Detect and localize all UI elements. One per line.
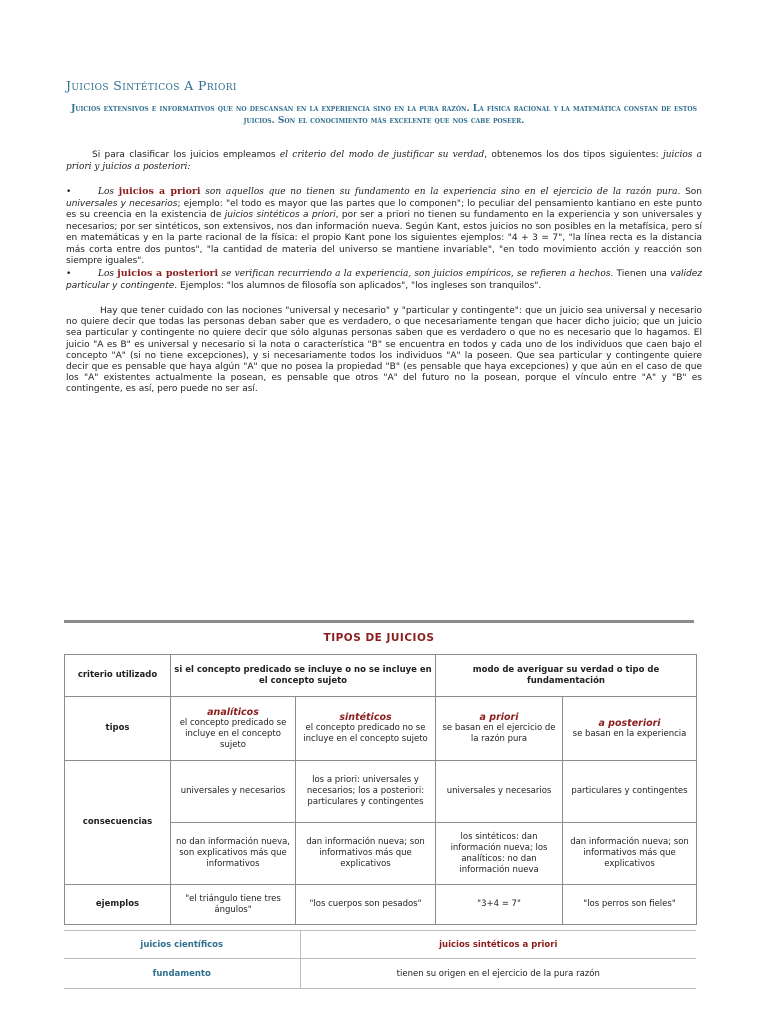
consecuencias-label: consecuencias	[65, 761, 171, 885]
types-table	[64, 654, 697, 925]
a-priori-name: a priori	[479, 712, 519, 723]
table-cell: los sintéticos: dan información nueva; los analíticos: no dan información nueva	[436, 823, 563, 885]
table-row	[65, 655, 697, 697]
criterio-concepto: si el concepto predicado se incluye o no se incluye en el concepto sujeto	[171, 655, 436, 697]
table-cell: particulares y contingentes	[563, 761, 697, 823]
bullet-dot: •	[66, 269, 72, 279]
bullet-italic: juicios sintéticos a priori	[224, 210, 336, 220]
intro-italic-criterion: el criterio del modo de justificar su verdad	[279, 150, 485, 160]
bullet-text: . Son	[677, 187, 702, 197]
table-row	[65, 761, 697, 823]
a-posteriori-definition: se verifican recurriendo a la experiencia, son juicios empíricos, se refieren a hechos	[218, 269, 611, 279]
bullet-dot: •	[66, 187, 72, 197]
cientificos-label: juicios científicos	[64, 931, 300, 959]
bullet-text: . Tienen una	[610, 269, 671, 279]
fundamento-value: tienen su origen en el ejercicio de la pura razón	[300, 959, 696, 989]
bullet-a-posteriori	[66, 268, 702, 292]
criterio-verdad: modo de averiguar su verdad o tipo de fundamentación	[436, 655, 697, 697]
bullet-italic: universales y necesarios	[66, 198, 178, 209]
bullet-text: ; ejemplo: "el todo es mayor que las partes que lo componen"; lo peculiar del pensamiento kantiano en este punto es su creencia en la existencia de	[66, 198, 702, 220]
ejemplos-label: ejemplos	[65, 885, 171, 925]
table-cell: dan información nueva; son informativos más que explicativos	[296, 823, 436, 885]
cell-sinteticos	[296, 697, 436, 761]
summary-table	[64, 930, 696, 989]
table-title: TIPOS DE JUICIOS	[323, 632, 435, 644]
a-posteriori-desc: se basan en la experiencia	[572, 728, 687, 739]
bullet-italic: validez particular y contingente	[66, 269, 703, 291]
cientificos-value: juicios sintéticos a priori	[300, 931, 696, 959]
term-juicios-a-priori: juicios a priori	[118, 186, 201, 197]
table-row	[64, 931, 696, 959]
intro-italic-types: juicios a priori y juicios a posteriori:	[66, 150, 702, 172]
table-cell: "los perros son fieles"	[563, 885, 697, 925]
sinteticos-desc: el concepto predicado no se incluye en el concepto sujeto	[303, 723, 428, 744]
fundamento-label: fundamento	[64, 959, 300, 989]
intro-paragraph	[66, 150, 702, 173]
a-priori-definition: son aquellos que no tienen su fundamento en la experiencia sino en el ejercicio de la razón pura	[200, 187, 678, 197]
sinteticos-name: sintéticos	[339, 712, 392, 723]
table-cell: universales y necesarios	[436, 761, 563, 823]
bullet-los: Los	[98, 269, 118, 279]
table-cell: "3+4 = 7"	[436, 885, 563, 925]
table-cell: "los cuerpos son pesados"	[296, 885, 436, 925]
explanation-text: Hay que tener cuidado con las nociones "universal y necesario" y "particular y contingente": que un juicio sea universal y necesario no quiere decir que todas las personas deban saber que es verdadero, o que necesariamente tengan que hacer dicho juicio; que un juicio sea particular y contingente no quiere decir que sólo algunas personas saben que es verdadero o que no es necesario que lo hagamos. El juicio "A es B" es universal y necesario si la nota o característica "B" se encuentra en todos y cada uno de los individuos que caen bajo el concepto "A" (si no tiene excepciones), y si necesariamente todos los individuos "A" la poseen. Que sea particular y contingente quiere decir que es pensable que haya algún "A" que no posea la propiedad "B" (es pensable que haya excepciones) y que aún en el caso de que los "A" existentes actualmente la posean, es pensable que otros "A" del futuro no la posean, porque el vínculo entre "A" y "B" es contingente, es así, pero puede no ser así.	[66, 306, 702, 395]
table-cell: "el triángulo tiene tres ángulos"	[171, 885, 296, 925]
table-top-rule	[64, 620, 694, 623]
table-row	[65, 697, 697, 761]
page-subtitle: Juicios extensivos e informativos que no descansan en la experiencia sino en la pura razón. La física racional y la matemática constan de estos juicios. Son el conocimiento más excelente que nos cabe poseer.	[71, 104, 697, 126]
criterio-label: criterio utilizado	[65, 655, 171, 697]
a-priori-desc: se basan en el ejercicio de la razón pura	[442, 723, 556, 744]
tipos-label: tipos	[65, 697, 171, 761]
cell-analiticos	[171, 697, 296, 761]
intro-text-middle: , obtenemos los dos tipos siguientes:	[484, 150, 663, 160]
table-cell: los a priori: universales y necesarios; los a posteriori: particulares y contingentes	[296, 761, 436, 823]
bullet-los: Los	[98, 187, 119, 197]
page-title: Juicios Sintéticos A Priori	[66, 78, 237, 93]
table-cell: no dan información nueva, son explicativos más que informativos	[171, 823, 296, 885]
intro-text: Si para clasificar los juicios empleamos	[92, 150, 280, 160]
explanation-paragraph	[66, 306, 702, 396]
bullet-text: . Ejemplos: "los alumnos de filosofía son aplicados", "los ingleses son tranquilos".	[174, 280, 542, 291]
analiticos-name: analíticos	[207, 706, 259, 718]
cell-a-priori	[436, 697, 563, 761]
bullet-a-priori	[66, 186, 702, 268]
table-row	[64, 959, 696, 989]
table-row	[65, 885, 697, 925]
analiticos-desc: el concepto predicado se incluye en el concepto sujeto	[179, 717, 287, 750]
table-cell: dan información nueva; son informativos más que explicativos	[563, 823, 697, 885]
bullet-text: , por ser a priori no tienen su fundamento en la experiencia y son universales y necesarios; por ser sintéticos, son extensivos, nos dan información nueva. Según Kant, estos juicios no son posibles en la metafísica, pero sí en matemáticas y en la parte racional de la física: el propio Kant pone los siguientes ejemplos: "4 + 3 = 7", "la línea recta es la distancia más corta entre dos puntos", "la cantidad de materia del universo se mantiene invariable", "en todo movimiento acción y reacción son siempre iguales".	[66, 210, 702, 266]
term-juicios-a-posteriori: juicios a posteriori	[117, 268, 219, 279]
table-cell: universales y necesarios	[171, 761, 296, 823]
a-posteriori-name: a posteriori	[598, 717, 661, 729]
cell-a-posteriori	[563, 697, 697, 761]
